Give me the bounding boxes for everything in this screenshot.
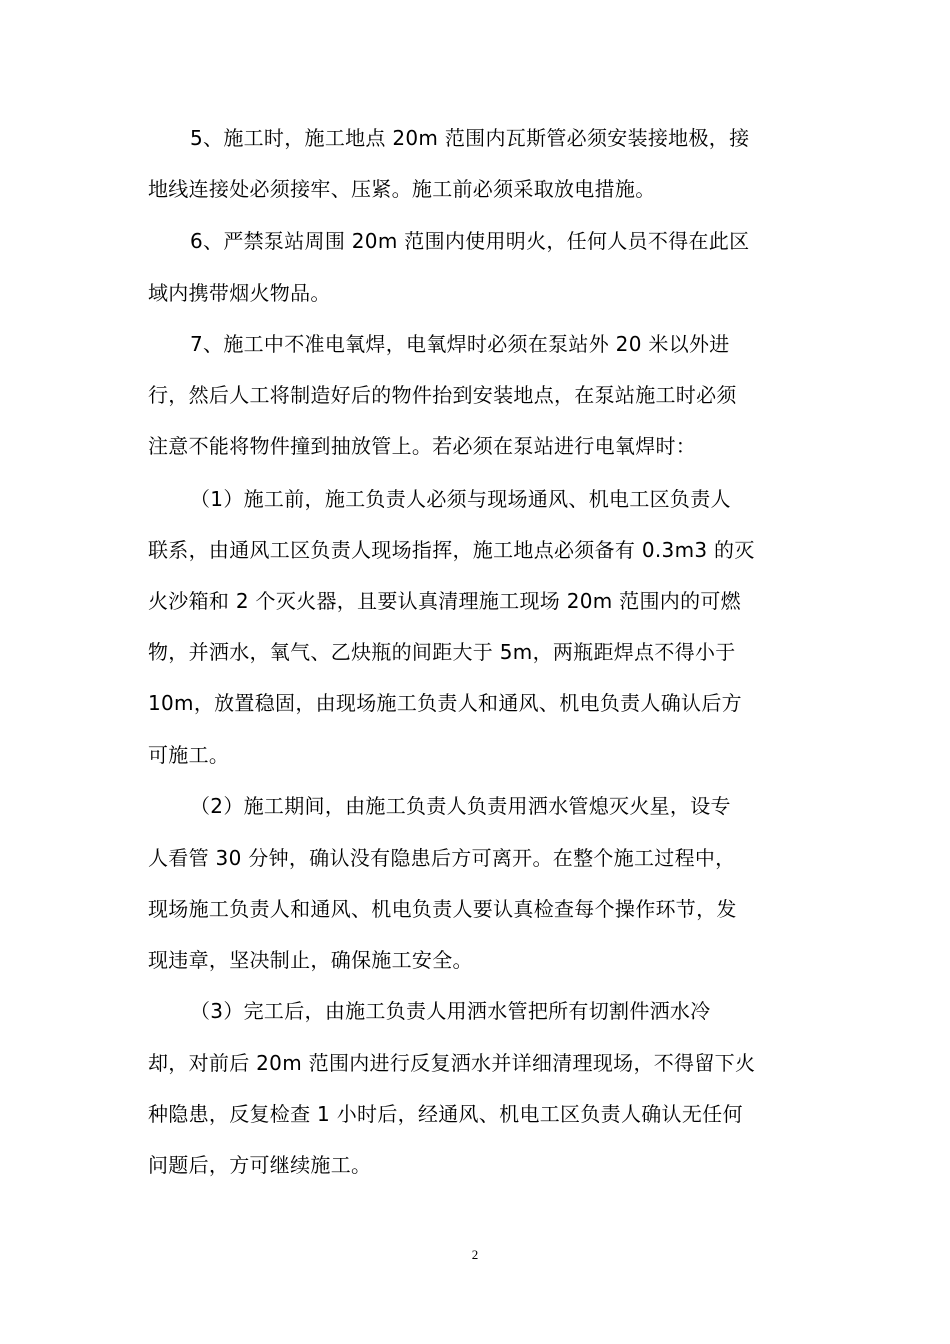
page-number: 2 [471,1247,479,1262]
text-line: 现违章，坚决制止，确保施工安全。 [148,948,473,972]
text-line: 联系，由通风工区负责人现场指挥，施工地点必须备有 0.3m3 的灭 [148,538,755,562]
text-line: 行，然后人工将制造好后的物件抬到安装地点，在泵站施工时必须 [148,383,737,407]
text-line: 10m，放置稳固，由现场施工负责人和通风、机电负责人确认后方 [148,691,742,715]
text-line: 6、严禁泵站周围 20m 范围内使用明火，任何人员不得在此区 [190,229,750,253]
text-line: 人看管 30 分钟，确认没有隐患后方可离开。在整个施工过程中， [148,846,736,870]
text-line: 物，并洒水，氧气、乙炔瓶的间距大于 5m，两瓶距焊点不得小于 [148,640,736,664]
text-line: （1）施工前，施工负责人必须与现场通风、机电工区负责人 [190,487,731,511]
text-line: 问题后，方可继续施工。 [148,1153,372,1177]
text-line: 7、施工中不准电氧焊，电氧焊时必须在泵站外 20 米以外进 [190,332,730,356]
text-line: 火沙箱和 2 个灭火器，且要认真清理施工现场 20m 范围内的可燃 [148,589,741,613]
text-line: 地线连接处必须接牢、压紧。施工前必须采取放电措施。 [148,177,656,201]
text-line: 却，对前后 20m 范围内进行反复洒水并详细清理现场，不得留下火 [148,1051,756,1075]
text-line: （3）完工后，由施工负责人用洒水管把所有切割件洒水冷 [190,999,711,1023]
text-line: 注意不能将物件撞到抽放管上。若必须在泵站进行电氧焊时： [148,434,697,458]
text-line: 种隐患，反复检查 1 小时后，经通风、机电工区负责人确认无任何 [148,1102,743,1126]
text-line: 5、施工时，施工地点 20m 范围内瓦斯管必须安装接地极，接 [190,126,750,150]
text-line: 现场施工负责人和通风、机电负责人要认真检查每个操作环节，发 [148,897,737,921]
text-line: 域内携带烟火物品。 [148,281,331,305]
text-line: （2）施工期间，由施工负责人负责用洒水管熄灭火星，设专 [190,794,731,818]
text-line: 可施工。 [148,743,230,767]
